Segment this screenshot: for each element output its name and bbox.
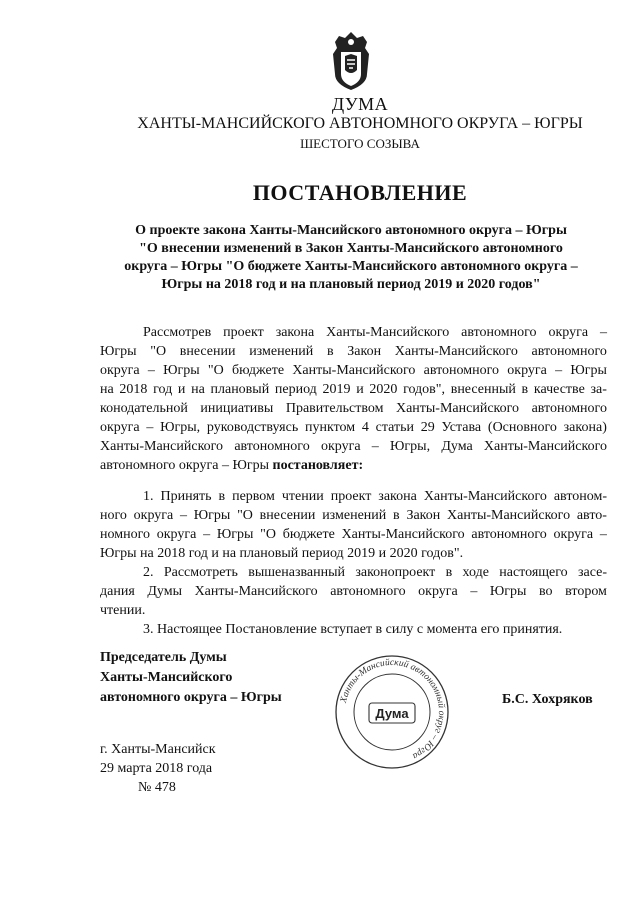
doc-number: № 478 — [138, 780, 176, 795]
institution-name: ДУМА — [331, 94, 389, 114]
preamble-line: конодательной инициативы Правительством Ханты-Мансийского автономного — [100, 401, 607, 416]
subject-line: О проекте закона Ханты-Мансийского автономного округа – Югры — [135, 223, 567, 238]
stamp-ring-text: Ханты-Мансийский автономный округ – Югра — [338, 657, 447, 761]
preamble-line: автономного округа – Югры — [100, 458, 269, 473]
date: 29 марта 2018 года — [100, 761, 213, 776]
preamble-line: на 2018 год и на плановый период 2019 и 2020 годов", внесенный в качестве за- — [100, 382, 607, 397]
subject-line: "О внесении изменений в Закон Ханты-Мансийского автономного — [139, 241, 563, 256]
place-and-date — [100, 740, 216, 797]
preamble-line: Рассмотрев проект закона Ханты-Мансийского автономного округа – — [143, 325, 607, 340]
signatory-position — [100, 648, 282, 708]
stamp-center-text: Дума — [375, 706, 409, 721]
preamble-line: Югры "О внесении изменений в Закон Ханты-Мансийского автономного — [100, 344, 607, 359]
region-name: ХАНТЫ-МАНСИЙСКОГО АВТОНОМНОГО ОКРУГА – ЮГРЫ — [137, 115, 583, 132]
item1-line: Югры на 2018 год и на плановый период 2019 и 2020 годов". — [100, 546, 464, 561]
item1-line: номного округа – Югры "О бюджете Ханты-Мансийского автономного округа – — [100, 527, 607, 542]
position-line: Председатель Думы — [100, 650, 227, 665]
item2-line: 2. Рассмотреть вышеназванный законопроект в ходе настоящего засе- — [143, 565, 607, 580]
convocation: ШЕСТОГО СОЗЫВА — [300, 136, 420, 151]
preamble-line: округа – Югры "О бюджете Ханты-Мансийского автономного округа – Югры — [100, 363, 607, 378]
preamble-line: округа – Югры, руководствуясь пунктом 4 статьи 29 Устава (Основного закона) — [100, 420, 607, 435]
official-stamp — [333, 653, 451, 771]
preamble-last-line — [100, 456, 607, 475]
document-subject — [95, 222, 607, 294]
decides-word: постановляет: — [272, 458, 364, 473]
position-line: автономного округа – Югры — [100, 690, 282, 705]
preamble — [100, 323, 607, 475]
preamble-line: Ханты-Мансийского автономного округа – Югры, Дума Ханты-Мансийского — [100, 439, 607, 454]
city: г. Ханты-Мансийск — [100, 742, 216, 757]
coat-of-arms-icon — [327, 30, 375, 92]
subject-line: Югры на 2018 год и на плановый период 2019 и 2020 годов" — [161, 277, 541, 292]
decision-items — [100, 487, 607, 639]
item1-line: ного округа – Югры "О внесении изменений в Закон Ханты-Мансийского авто- — [100, 508, 607, 523]
signatory-name: Б.С. Хохряков — [502, 692, 593, 707]
subject-line: округа – Югры "О бюджете Ханты-Мансийского автономного округа – — [124, 259, 578, 274]
position-line: Ханты-Мансийского — [100, 670, 233, 685]
item2-line: дания Думы Ханты-Мансийского автономного округа – Югры во втором — [100, 584, 607, 599]
document-type: ПОСТАНОВЛЕНИЕ — [252, 180, 468, 205]
item1-line: 1. Принять в первом чтении проект закона Ханты-Мансийского автоном- — [143, 489, 607, 504]
item3-line: 3. Настоящее Постановление вступает в силу с момента его принятия. — [143, 622, 563, 637]
item2-line: чтении. — [100, 603, 146, 618]
